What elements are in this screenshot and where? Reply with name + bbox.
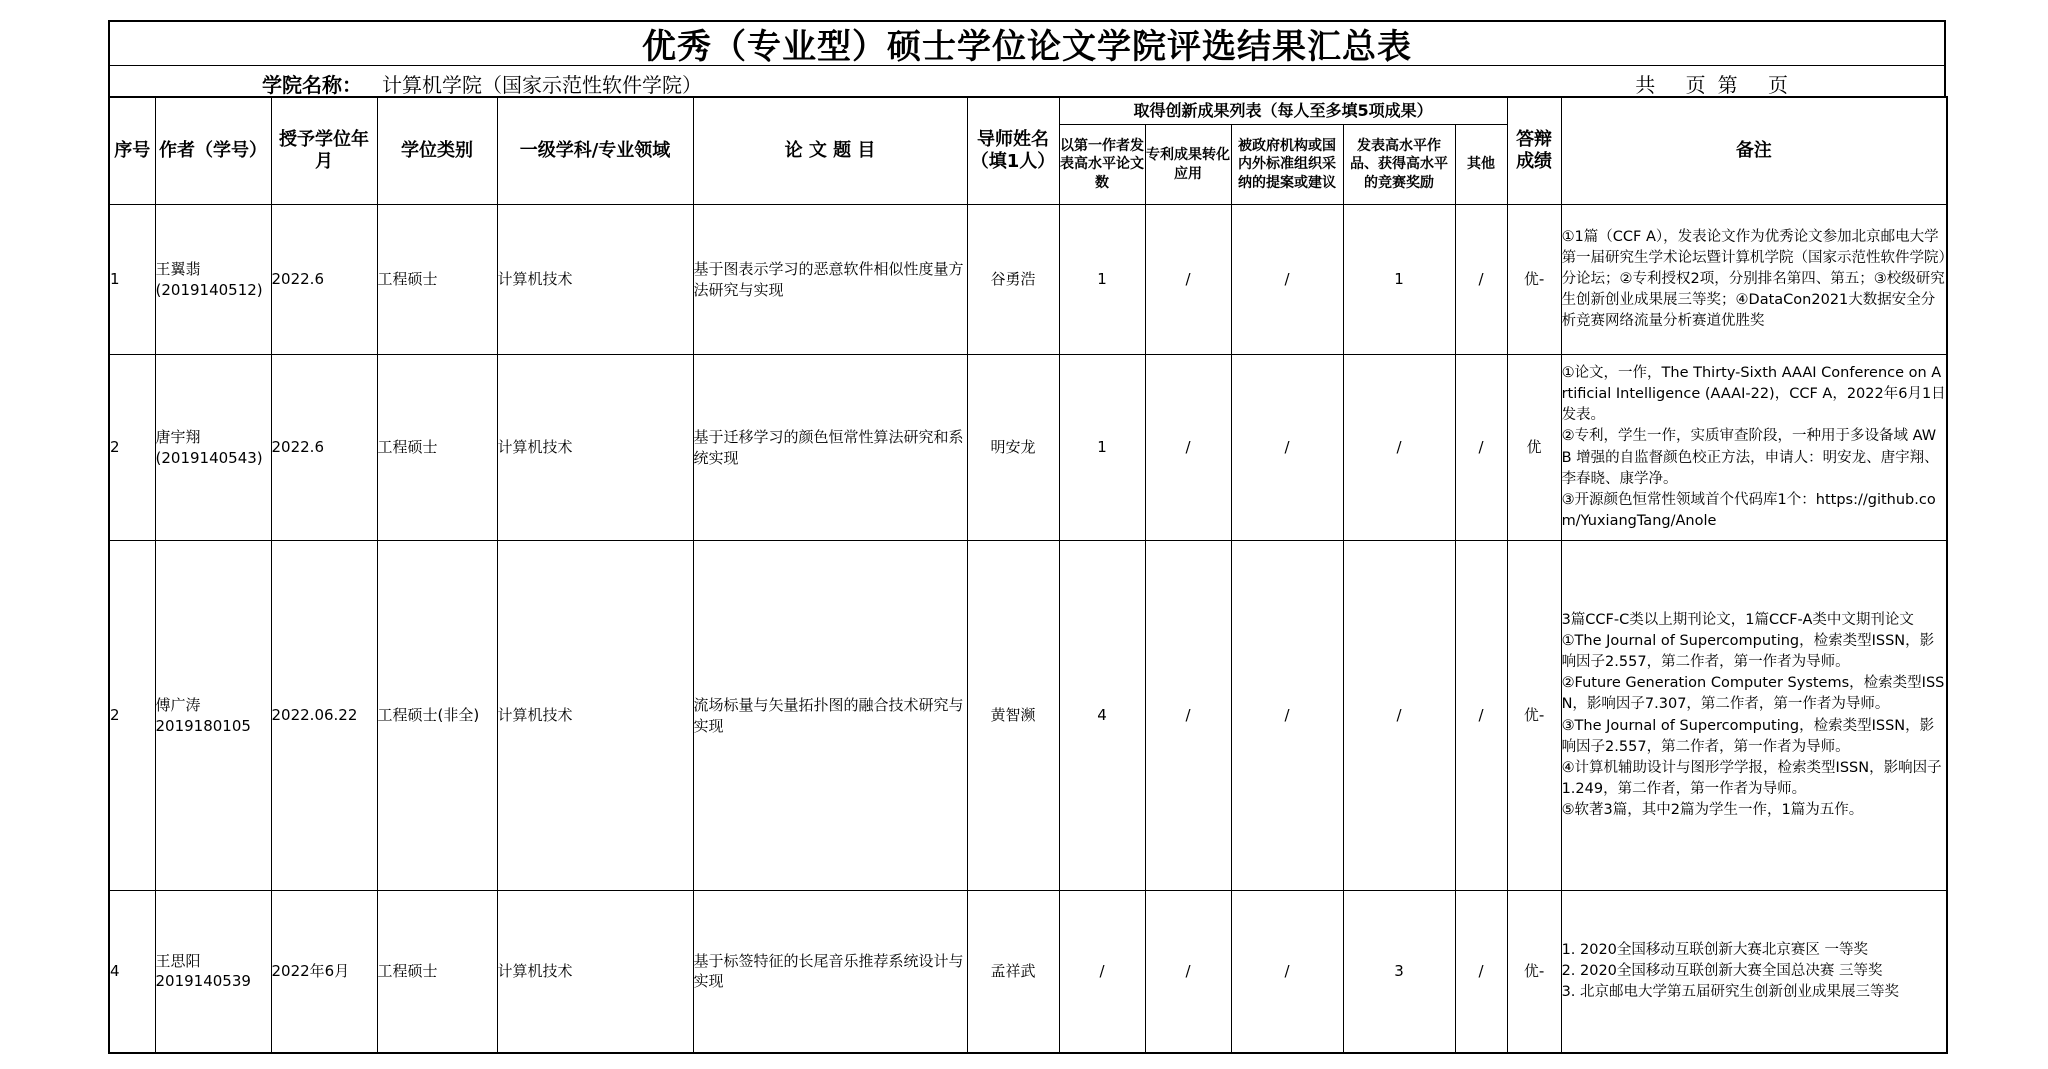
- row-field: 计算机技术: [497, 541, 693, 891]
- header-other: 其他: [1455, 125, 1507, 205]
- results-table: [108, 96, 1948, 1054]
- row-field: 计算机技术: [497, 205, 693, 355]
- row-papers: 4: [1059, 541, 1145, 891]
- header-innovation: 取得创新成果列表（每人至多填5项成果）: [1059, 97, 1507, 125]
- row-adopted: /: [1231, 891, 1343, 1053]
- header-date: 授予学位年月: [271, 97, 377, 205]
- note-line: 3篇CCF-C类以上期刊论文，1篇CCF-A类中文期刊论文: [1561, 612, 1914, 629]
- row-papers: 1: [1059, 205, 1145, 355]
- result-sheet: [108, 20, 1946, 1054]
- row-defense: 优-: [1507, 891, 1561, 1053]
- row-degree: 工程硕士: [377, 205, 497, 355]
- note-line: 3. 北京邮电大学第五届研究生创新创业成果展三等奖: [1561, 983, 1900, 1000]
- row-author: 傅广涛2019180105: [155, 541, 271, 891]
- table-row: [109, 355, 1947, 541]
- row-thesis: 基于图表示学习的恶意软件相似性度量方法研究与实现: [693, 205, 967, 355]
- note-line: ②专利，学生一作，实质审查阶段，一种用于多设备域 AWB 增强的自监督颜色校正方法，申请人：明安龙、唐宇翔、李春晓、康学净。: [1561, 428, 1939, 487]
- header-works: 发表高水平作品、获得高水平的竞赛奖励: [1343, 125, 1455, 205]
- header-field: 一级学科/专业领域: [497, 97, 693, 205]
- row-other: /: [1455, 541, 1507, 891]
- header-author: 作者（学号）: [155, 97, 271, 205]
- table-row: [109, 205, 1947, 355]
- note-line: 2. 2020全国移动互联创新大赛全国总决赛 三等奖: [1561, 962, 1883, 979]
- row-advisor: 孟祥武: [967, 891, 1059, 1053]
- header-row-1: [109, 97, 1947, 125]
- page-title: 优秀（专业型）硕士学位论文学院评选结果汇总表: [642, 27, 1412, 67]
- row-no: 2: [109, 355, 155, 541]
- row-defense: 优: [1507, 355, 1561, 541]
- row-notes: [1561, 891, 1947, 1053]
- row-date: 2022.6: [271, 355, 377, 541]
- row-patent: /: [1145, 205, 1231, 355]
- header-notes: 备注: [1561, 97, 1947, 205]
- note-line: 1. 2020全国移动互联创新大赛北京赛区 一等奖: [1561, 941, 1869, 958]
- row-other: /: [1455, 355, 1507, 541]
- note-line: ③开源颜色恒常性领域首个代码库1个：https://github.com/YuxiangTang/Anole: [1561, 491, 1936, 529]
- row-field: 计算机技术: [497, 891, 693, 1053]
- page-count: 共 页第 页: [1635, 73, 1800, 97]
- row-other: /: [1455, 891, 1507, 1053]
- row-papers: 1: [1059, 355, 1145, 541]
- header-thesis: 论 文 题 目: [693, 97, 967, 205]
- row-advisor: 黄智濒: [967, 541, 1059, 891]
- row-adopted: /: [1231, 205, 1343, 355]
- table-row: [109, 541, 1947, 891]
- row-notes: [1561, 355, 1947, 541]
- row-patent: /: [1145, 541, 1231, 891]
- note-line: ⑤软著3篇，其中2篇为学生一作，1篇为五作。: [1561, 801, 1864, 818]
- row-degree: 工程硕士: [377, 355, 497, 541]
- row-advisor: 明安龙: [967, 355, 1059, 541]
- row-notes: [1561, 205, 1947, 355]
- college-label: 学院名称：: [262, 73, 362, 97]
- header-patent: 专利成果转化应用: [1145, 125, 1231, 205]
- note-line: ①论文，一作，The Thirty-Sixth AAAI Conference on Artificial Intelligence (AAAI-22)，CCF A，2022年6月1日发表。: [1561, 365, 1946, 424]
- row-date: 2022.6: [271, 205, 377, 355]
- note-line: ②Future Generation Computer Systems，检索类型ISSN，影响因子7.307，第二作者，第一作者为导师。: [1561, 675, 1945, 713]
- row-thesis: 基于标签特征的长尾音乐推荐系统设计与实现: [693, 891, 967, 1053]
- row-other: /: [1455, 205, 1507, 355]
- row-author: 王翼翡(2019140512): [155, 205, 271, 355]
- row-thesis: 基于迁移学习的颜色恒常性算法研究和系统实现: [693, 355, 967, 541]
- row-author: 唐宇翔(2019140543): [155, 355, 271, 541]
- row-notes: [1561, 541, 1947, 891]
- row-no: 2: [109, 541, 155, 891]
- row-date: 2022年6月: [271, 891, 377, 1053]
- row-no: 4: [109, 891, 155, 1053]
- row-patent: /: [1145, 355, 1231, 541]
- row-defense: 优-: [1507, 541, 1561, 891]
- row-works: /: [1343, 541, 1455, 891]
- row-degree: 工程硕士(非全): [377, 541, 497, 891]
- row-adopted: /: [1231, 541, 1343, 891]
- header-degree: 学位类别: [377, 97, 497, 205]
- row-advisor: 谷勇浩: [967, 205, 1059, 355]
- header-no: 序号: [109, 97, 155, 205]
- table-row: [109, 891, 1947, 1053]
- header-adopted: 被政府机构或国内外标准组织采纳的提案或建议: [1231, 125, 1343, 205]
- note-line: ③The Journal of Supercomputing，检索类型ISSN，影响因子2.557，第二作者，第一作者为导师。: [1561, 717, 1935, 755]
- college-row: [108, 66, 1946, 96]
- row-date: 2022.06.22: [271, 541, 377, 891]
- header-defense: 答辩成绩: [1507, 97, 1561, 205]
- note-line: ①The Journal of Supercomputing，检索类型ISSN，影响因子2.557，第二作者，第一作者为导师。: [1561, 633, 1935, 671]
- row-defense: 优-: [1507, 205, 1561, 355]
- note-line: ④计算机辅助设计与图形学学报，检索类型ISSN，影响因子 1.249，第二作者，第一作者为导师。: [1561, 759, 1942, 797]
- note-line: ①1篇（CCF A），发表论文作为优秀论文参加北京邮电大学第一届研究生学术论坛暨计算机学院（国家示范性软件学院）分论坛；②专利授权2项，分别排名第四、第五；③校级研究生创新创业成果展三等奖；④DataCon2021大数据安全分析竞赛网络流量分析赛道优胜奖: [1561, 228, 1946, 330]
- row-degree: 工程硕士: [377, 891, 497, 1053]
- row-no: 1: [109, 205, 155, 355]
- row-field: 计算机技术: [497, 355, 693, 541]
- row-works: /: [1343, 355, 1455, 541]
- title-row: [108, 20, 1946, 66]
- row-works: 1: [1343, 205, 1455, 355]
- college-name: 计算机学院（国家示范性软件学院）: [382, 73, 702, 97]
- row-works: 3: [1343, 891, 1455, 1053]
- header-papers: 以第一作者发表高水平论文数: [1059, 125, 1145, 205]
- row-papers: /: [1059, 891, 1145, 1053]
- row-author: 王思阳2019140539: [155, 891, 271, 1053]
- header-advisor: 导师姓名（填1人）: [967, 97, 1059, 205]
- row-patent: /: [1145, 891, 1231, 1053]
- row-adopted: /: [1231, 355, 1343, 541]
- row-thesis: 流场标量与矢量拓扑图的融合技术研究与实现: [693, 541, 967, 891]
